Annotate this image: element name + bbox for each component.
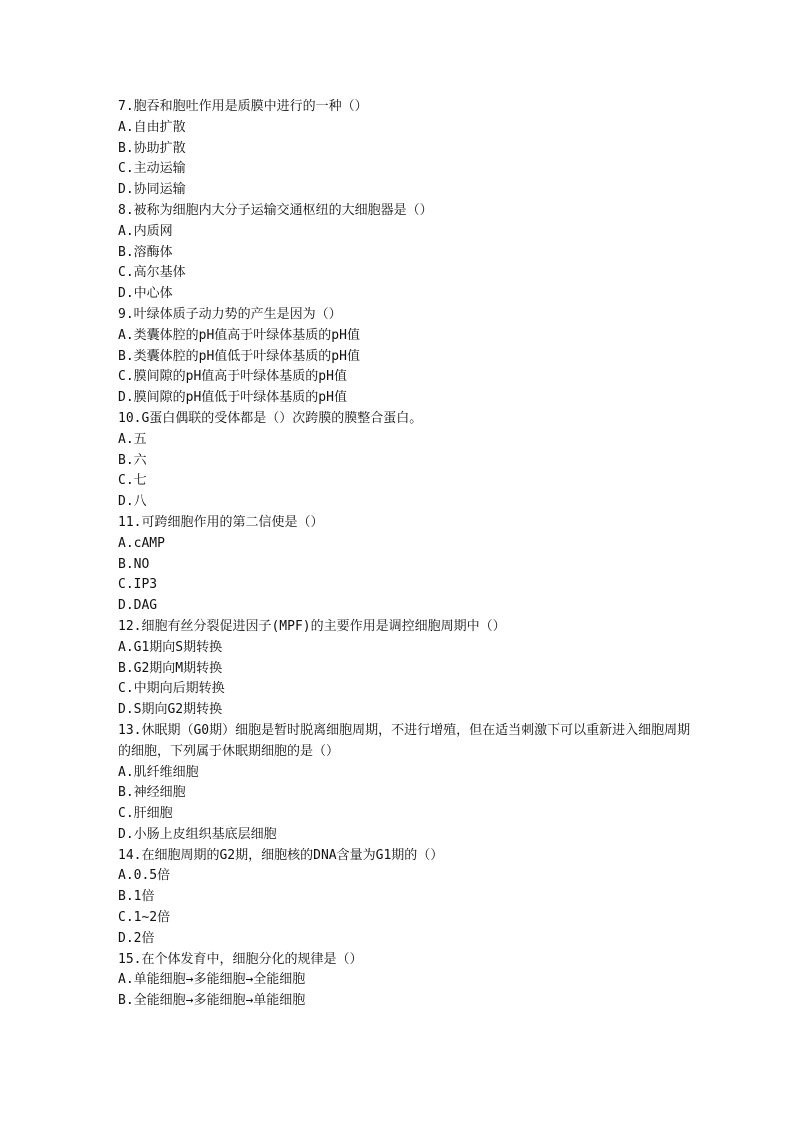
option-c: C.膜间隙的pH值高于叶绿体基质的pH值 xyxy=(118,369,347,385)
option-c: C.肝细胞 xyxy=(118,806,173,822)
question-12 xyxy=(118,617,698,721)
question-7 xyxy=(118,97,698,201)
question-10 xyxy=(118,409,698,513)
option-a: A.cAMP xyxy=(118,535,165,551)
option-b: B.1倍 xyxy=(118,889,155,905)
option-a: A.G1期向S期转换 xyxy=(118,639,223,655)
option-d: D.中心体 xyxy=(118,286,173,302)
option-d: D.协同运输 xyxy=(118,182,186,198)
option-a: A.自由扩散 xyxy=(118,119,186,135)
question-11 xyxy=(118,513,698,617)
question-15 xyxy=(118,950,698,1012)
option-d: D.2倍 xyxy=(118,930,155,946)
question-stem: 14.在细胞周期的G2期，细胞核的DNA含量为G1期的（） xyxy=(118,847,444,863)
question-stem: 12.细胞有丝分裂促进因子(MPF)的主要作用是调控细胞周期中（） xyxy=(118,618,506,634)
option-a: A.肌纤维细胞 xyxy=(118,764,199,780)
option-a: A.内质网 xyxy=(118,223,173,239)
option-b: B.协助扩散 xyxy=(118,140,186,156)
question-8 xyxy=(118,201,698,305)
question-stem: 8.被称为细胞内大分子运输交通枢纽的大细胞器是（） xyxy=(118,202,433,218)
option-c: C.高尔基体 xyxy=(118,265,186,281)
option-d: D.八 xyxy=(118,494,147,510)
option-b: B.全能细胞→多能细胞→单能细胞 xyxy=(118,993,306,1009)
option-b: B.类囊体腔的pH值低于叶绿体基质的pH值 xyxy=(118,348,360,364)
option-b: B.神经细胞 xyxy=(118,785,186,801)
question-stem: 15.在个体发育中，细胞分化的规律是（） xyxy=(118,951,363,967)
option-d: D.DAG xyxy=(118,598,158,614)
option-b: B.G2期向M期转换 xyxy=(118,660,223,676)
option-a: A.类囊体腔的pH值高于叶绿体基质的pH值 xyxy=(118,327,360,343)
question-stem: 13.休眠期（G0期）细胞是暂时脱离细胞周期，不进行增殖，但在适当刺激下可以重新进入细胞周期的细胞，下列属于休眠期细胞的是（） xyxy=(118,722,691,759)
option-d: D.小肠上皮组织基底层细胞 xyxy=(118,826,277,842)
option-b: B.六 xyxy=(118,452,147,468)
question-stem: 11.可跨细胞作用的第二信使是（） xyxy=(118,514,324,530)
question-stem: 10.G蛋白偶联的受体都是（）次跨膜的膜整合蛋白。 xyxy=(118,410,423,426)
option-a: A.五 xyxy=(118,431,147,447)
option-c: C.主动运输 xyxy=(118,161,186,177)
document-page xyxy=(118,97,698,1012)
question-stem: 9.叶绿体质子动力势的产生是因为（） xyxy=(118,306,342,322)
option-c: C.七 xyxy=(118,473,147,489)
question-9 xyxy=(118,305,698,409)
option-a: A.单能细胞→多能细胞→全能细胞 xyxy=(118,972,306,988)
option-a: A.0.5倍 xyxy=(118,868,171,884)
option-b: B.NO xyxy=(118,556,150,572)
option-c: C.中期向后期转换 xyxy=(118,681,225,697)
option-d: D.膜间隙的pH值低于叶绿体基质的pH值 xyxy=(118,390,347,406)
option-c: C.1~2倍 xyxy=(118,910,171,926)
option-b: B.溶酶体 xyxy=(118,244,173,260)
option-c: C.IP3 xyxy=(118,577,158,593)
question-13 xyxy=(118,721,698,846)
question-stem: 7.胞吞和胞吐作用是质膜中进行的一种（） xyxy=(118,99,368,114)
question-14 xyxy=(118,846,698,950)
option-d: D.S期向G2期转换 xyxy=(118,702,223,718)
